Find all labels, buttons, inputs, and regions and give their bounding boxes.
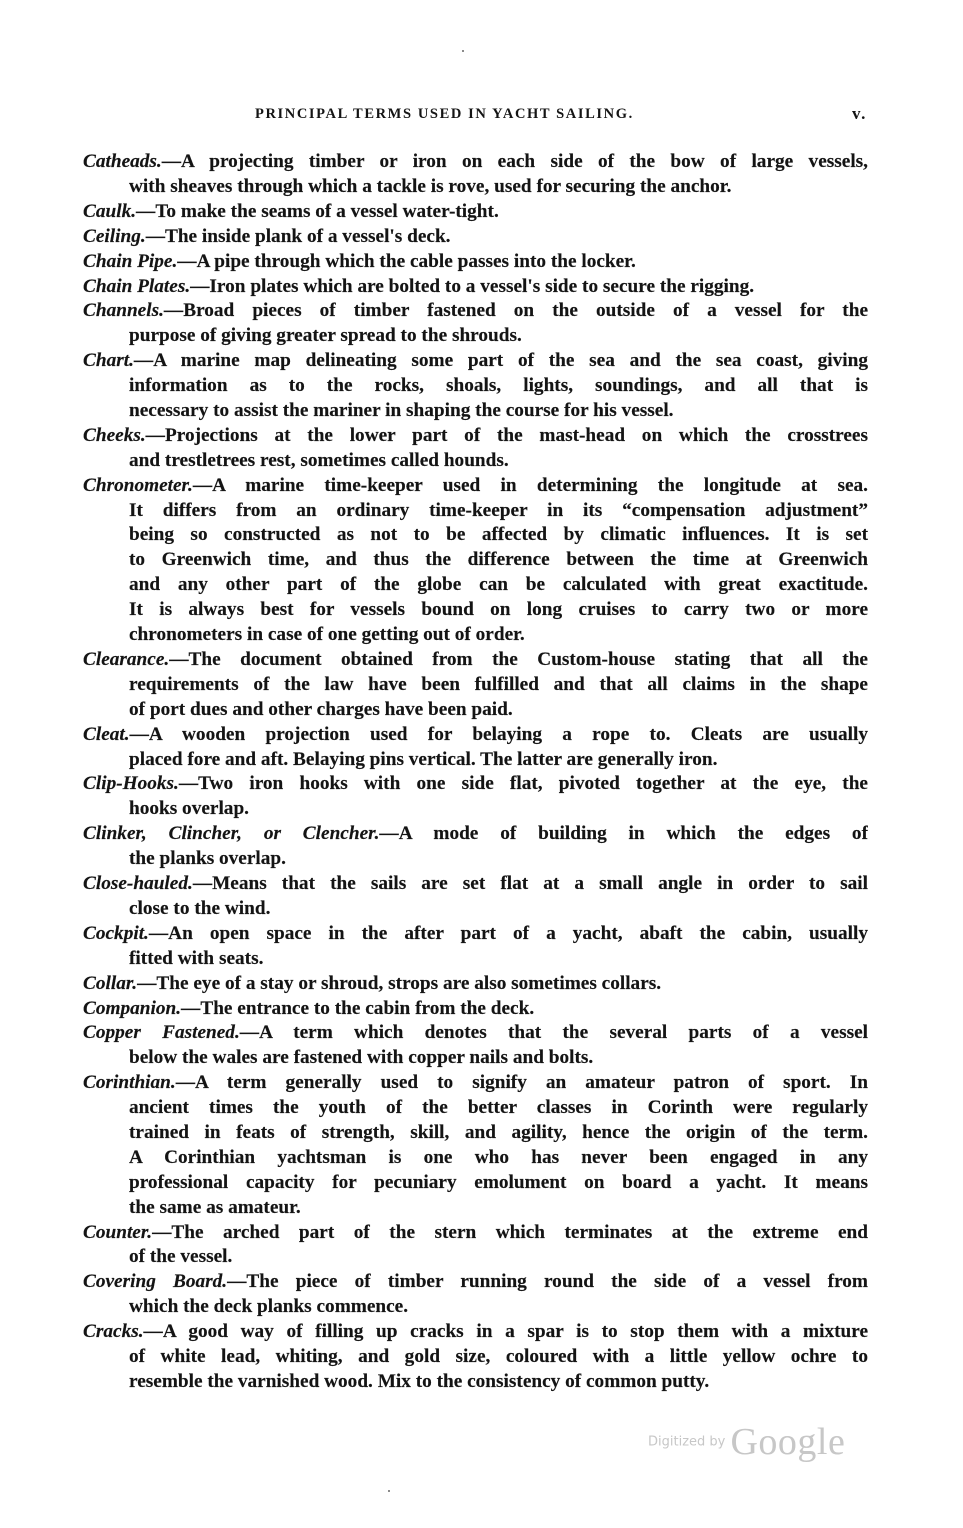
glossary-entry [83,922,868,972]
entry-definition-text: —The document obtained from the Custom-house stating that all the [169,648,868,670]
glossary-entry [83,225,868,250]
entry-definition-text: —An open space in the after part of a yacht, abaft the cabin, usually [148,922,868,944]
entry-term: Catheads. [83,151,162,172]
entry-term: Chain Plates. [83,275,191,297]
entry-line [83,523,868,548]
entry-term: Cleat. [83,723,130,745]
entry-definition-text: which the deck planks commence. [129,1296,409,1318]
entry-line [83,723,868,748]
entry-line [83,349,868,374]
entry-line [83,1096,868,1121]
entry-definition-text: being so constructed as not to be affected by climatic influences. It is set [129,524,868,546]
entry-line [83,424,868,449]
entry-line [83,1121,868,1146]
glossary-entry [83,424,868,474]
entry-line [83,200,868,225]
glossary-entry [83,299,868,349]
entry-term: Covering Board. [83,1271,228,1293]
glossary-entry [83,349,868,424]
entry-definition-text: the same as amateur. [129,1196,301,1218]
entry-definition-text: —Two iron hooks with one side flat, pivoted together at the eye, the [178,773,868,795]
page-number: v. [851,104,867,123]
entry-line [83,175,868,200]
entry-definition-text: and any other part of the globe can be calculated with great exactitude. [129,574,868,596]
entry-definition-text: fitted with seats. [129,947,264,969]
entry-line [83,947,868,972]
entry-line [83,250,868,275]
glossary-entry [83,150,868,200]
entry-line [83,797,868,822]
entry-definition-text: chronometers in case of one getting out of order. [129,624,525,646]
entry-definition-text: placed fore and aft. Belaying pins vertical. The latter are generally iron. [129,748,718,770]
entry-line [83,299,868,324]
entry-line [83,772,868,797]
glossary-entry [83,822,868,872]
entry-definition-text: —The entrance to the cabin from the deck. [181,997,535,1019]
entry-term: Chain Pipe. [83,250,178,272]
glossary-entry [83,1071,868,1220]
entry-line [83,399,868,424]
entry-definition-text: —Iron plates which are bolted to a vessel's side to secure the rigging. [190,275,755,297]
entry-definition-text: —A term which denotes that the several parts of a vessel [239,1022,868,1044]
glossary-entry [83,648,868,723]
glossary-entry [83,772,868,822]
entry-line [83,922,868,947]
entry-term: Channels. [83,300,164,322]
entry-definition-text: resemble the varnished wood. Mix to the consistency of common putty. [129,1370,710,1392]
entry-definition-text: —A mode of building in which the edges of [379,823,868,845]
entry-term: Cockpit. [83,922,149,944]
entry-definition-text: —The inside plank of a vessel's deck. [145,225,451,247]
entry-term: Clip-Hooks. [83,773,179,795]
entry-term: Corinthian. [83,1072,176,1094]
glossary-entry [83,250,868,275]
entry-definition-text: purpose of giving greater spread to the shrouds. [129,325,522,347]
entry-term: Caulk. [83,200,137,222]
glossary-entry [83,1221,868,1271]
entry-line [83,648,868,673]
entry-line [83,1245,868,1270]
entry-definition-text: professional capacity for pecuniary emolument on board a yacht. It means [129,1171,868,1193]
entry-definition-text: —Means that the sails are set flat at a small angle in order to sail [192,873,868,895]
entry-definition-text: A Corinthian yachtsman is one who has never been engaged in any [129,1146,868,1168]
glossary-entry [83,1320,868,1395]
entry-line [83,1221,868,1246]
entry-line [83,275,868,300]
entry-definition-text: —A wooden projection used for belaying a rope to. Cleats are usually [129,723,868,745]
google-logo: Google [730,1421,846,1463]
entry-term: Collar. [83,972,138,994]
entry-term: Ceiling. [83,225,146,247]
entry-definition-text: necessary to assist the mariner in shaping the course for his vessel. [129,400,674,421]
entry-definition-text: —A good way of filling up cracks in a spar is to stop them with a mixture [143,1321,868,1343]
glossary-entry [83,997,868,1022]
entry-line [83,548,868,573]
entry-definition-text: —The eye of a stay or shroud, strops are also sometimes collars. [137,972,662,994]
entry-term: Cheeks. [83,424,146,446]
entry-definition-text: to Greenwich time, and thus the difference between the time at Greenwich [129,549,868,571]
entry-line [83,1370,868,1395]
entry-definition-text: —A pipe through which the cable passes into the locker. [177,250,636,272]
entry-line [83,673,868,698]
entry-line [83,449,868,474]
entry-term: Clearance. [83,648,170,670]
scan-speck [388,1490,390,1492]
entry-definition-text: It differs from an ordinary time-keeper in its “compensation adjustment” [129,499,868,521]
entry-line [83,1295,868,1320]
glossary-entry [83,972,868,997]
entry-definition-text: of port dues and other charges have been paid. [129,698,513,720]
entry-definition-text: It is always best for vessels bound on long cruises to carry two or more [129,599,868,621]
entry-definition-text: requirements of the law have been fulfilled and that all claims in the shape [129,673,868,695]
entry-line [83,598,868,623]
entry-definition-text: of white lead, whiting, and gold size, coloured with a little yellow ochre to [129,1346,868,1368]
glossary-entry [83,275,868,300]
glossary-entry [83,474,868,648]
entry-line [83,1171,868,1196]
entry-term: Chronometer. [83,474,193,496]
entry-line [83,997,868,1022]
entry-line [83,1146,868,1171]
glossary-entry [83,723,868,773]
entry-line [83,897,868,922]
glossary-entry [83,200,868,225]
running-header [255,104,867,128]
entry-line [83,623,868,648]
entry-definition-text: of the vessel. [129,1246,233,1268]
running-title: PRINCIPAL TERMS USED IN YACHT SAILING. [255,106,634,122]
entry-term: Counter. [83,1221,153,1243]
entry-term: Close-hauled. [83,873,193,895]
entry-definition-text: —A term generally used to signify an amateur patron of sport. In [175,1072,868,1094]
glossary-entry [83,1021,868,1071]
entry-line [83,1046,868,1071]
entry-line [83,748,868,773]
entry-line [83,972,868,997]
entry-line [83,1071,868,1096]
entry-line [83,847,868,872]
entry-term: Cracks. [83,1321,144,1343]
glossary-entry [83,872,868,922]
entry-line [83,573,868,598]
entry-line [83,1021,868,1046]
entry-term: Copper Fastened. [83,1022,240,1044]
entry-line [83,225,868,250]
entry-line [83,150,868,175]
entry-definition-text: —To make the seams of a vessel water-tight. [136,200,499,222]
watermark-prefix: Digitized by [648,1434,726,1450]
entry-definition-text: —A marine map delineating some part of the sea and the sea coast, giving [133,350,868,372]
entry-line [83,1345,868,1370]
entry-term: Clinker, Clincher, or Clencher. [83,823,380,845]
entry-definition-text: information as to the rocks, shoals, lights, soundings, and all that is [129,375,868,397]
entry-definition-text: with sheaves through which a tackle is rove, used for securing the anchor. [129,175,732,197]
entry-definition-text: —The piece of timber running round the side of a vessel from [227,1271,868,1293]
entry-definition-text: —A projecting timber or iron on each side of the bow of large vessels, [161,151,868,172]
entry-definition-text: trained in feats of strength, skill, and agility, hence the origin of the term. [129,1122,868,1144]
entry-definition-text: and trestletrees rest, sometimes called hounds. [129,449,509,471]
entry-line [83,1196,868,1221]
glossary-entry [83,1270,868,1320]
entry-term: Chart. [83,350,134,372]
digitized-by-google-watermark [648,1420,845,1464]
glossary-list [83,150,868,1395]
entry-definition-text: —Broad pieces of timber fastened on the outside of a vessel for the [163,300,868,322]
entry-term: Companion. [83,997,182,1019]
entry-line [83,822,868,847]
scan-speck [462,50,464,52]
entry-line [83,872,868,897]
entry-definition-text: close to the wind. [129,897,271,919]
entry-line [83,1320,868,1345]
entry-definition-text: ancient times the youth of the better classes in Corinth were regularly [129,1097,868,1119]
entry-definition-text: —The arched part of the stern which terminates at the extreme end [152,1221,868,1243]
entry-line [83,324,868,349]
entry-line [83,374,868,399]
entry-definition-text: hooks overlap. [129,798,249,820]
entry-definition-text: —Projections at the lower part of the mast-head on which the crosstrees [145,424,868,446]
entry-line [83,698,868,723]
entry-line [83,499,868,524]
entry-definition-text: the planks overlap. [129,848,286,870]
entry-line [83,1270,868,1295]
entry-definition-text: below the wales are fastened with copper nails and bolts. [129,1047,594,1069]
entry-definition-text: —A marine time-keeper used in determining the longitude at sea. [192,474,868,496]
entry-line [83,474,868,499]
